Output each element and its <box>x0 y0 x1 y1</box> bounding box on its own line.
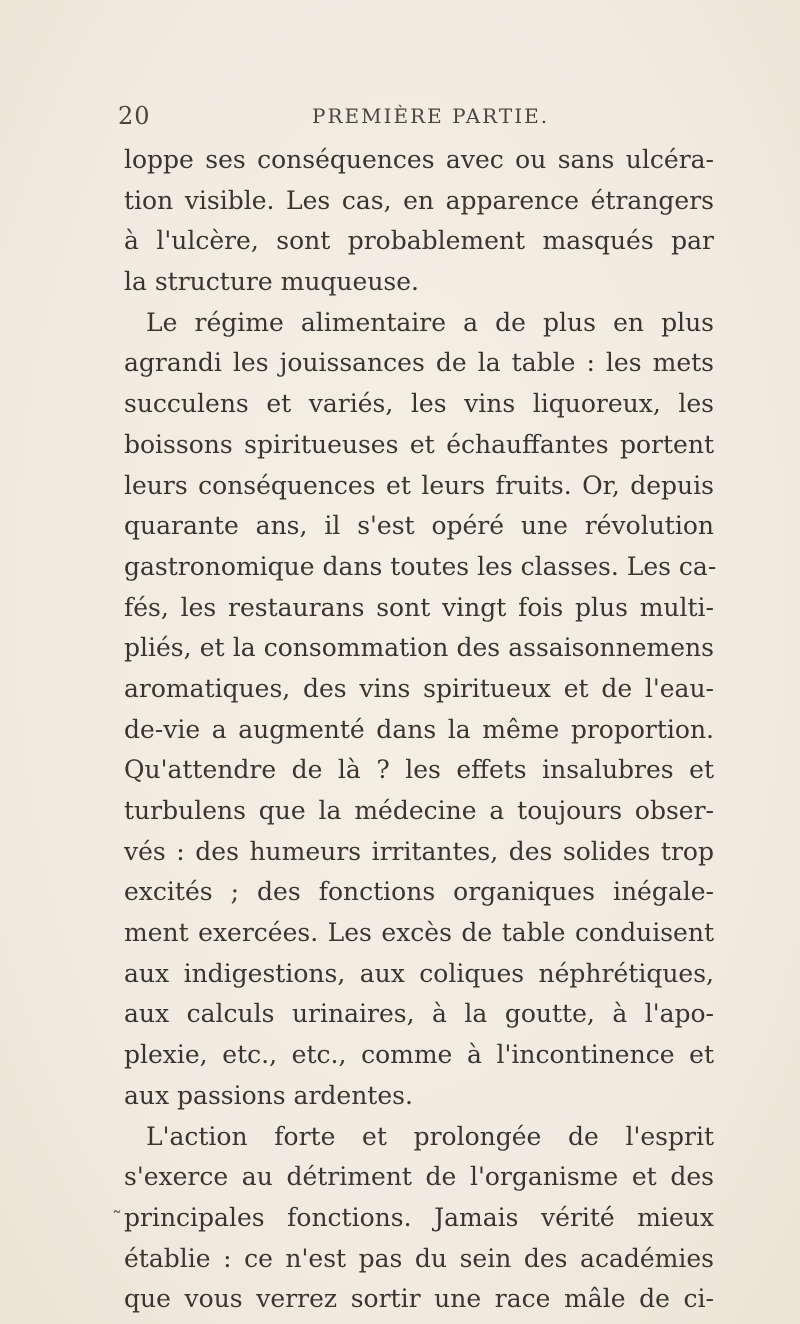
margin-mark: ˷ <box>112 1190 122 1214</box>
text-line: Le régime alimentaire a de plus en plus <box>146 307 714 337</box>
page-number: 20 <box>118 102 151 130</box>
text-line: s'exerce au détriment de l'organisme et des <box>124 1162 714 1192</box>
text-line: à l'ulcère, sont probablement masqués par <box>124 226 714 256</box>
text-line: L'action forte et prolongée de l'esprit <box>146 1121 714 1151</box>
text-line: excités ; des fonctions organiques inégale- <box>124 877 714 907</box>
text-line: que vous verrez sortir une race mâle de ci- <box>124 1284 714 1314</box>
text-line: quarante ans, il s'est opéré une révolution <box>124 511 714 541</box>
body-text <box>124 140 717 1320</box>
text-line: aux passions ardentes. <box>124 1080 413 1110</box>
text-line: la structure muqueuse. <box>124 267 419 297</box>
text-line: boissons spiritueuses et échauffantes portent <box>124 429 714 459</box>
text-line: aromatiques, des vins spiritueux et de l'eau- <box>124 673 714 703</box>
text-line: fés, les restaurans sont vingt fois plus multi- <box>124 592 714 622</box>
text-line: gastronomique dans toutes les classes. Les ca- <box>124 551 717 581</box>
text-line: aux indigestions, aux coliques néphrétiques, <box>124 958 714 988</box>
text-line: tion visible. Les cas, en apparence étrangers <box>124 185 714 215</box>
text-line: loppe ses conséquences avec ou sans ulcéra- <box>124 145 714 174</box>
text-line: Qu'attendre de là ? les effets insalubres et <box>124 755 714 785</box>
text-line: plexie, etc., etc., comme à l'incontinence et <box>124 1040 714 1070</box>
page-header <box>0 100 800 136</box>
running-head: PREMIÈRE PARTIE. <box>312 104 550 128</box>
text-line: turbulens que la médecine a toujours obser- <box>124 796 714 825</box>
text-line: de-vie a augmenté dans la même proportion. <box>124 714 714 744</box>
text-line: pliés, et la consommation des assaisonnemens <box>124 633 714 663</box>
text-line: agrandi les jouissances de la table : les mets <box>124 348 714 378</box>
text-line: aux calculs urinaires, à la goutte, à l'apo- <box>124 999 714 1029</box>
text-line: établie : ce n'est pas du sein des académies <box>124 1243 714 1273</box>
text-line: vés : des humeurs irritantes, des solides trop <box>124 836 714 866</box>
text-line: ment exercées. Les excès de table conduisent <box>124 918 714 948</box>
text-line: principales fonctions. Jamais vérité mieux <box>124 1202 714 1232</box>
text-line: succulens et variés, les vins liquoreux, les <box>124 389 714 419</box>
text-line: leurs conséquences et leurs fruits. Or, depuis <box>124 470 714 500</box>
